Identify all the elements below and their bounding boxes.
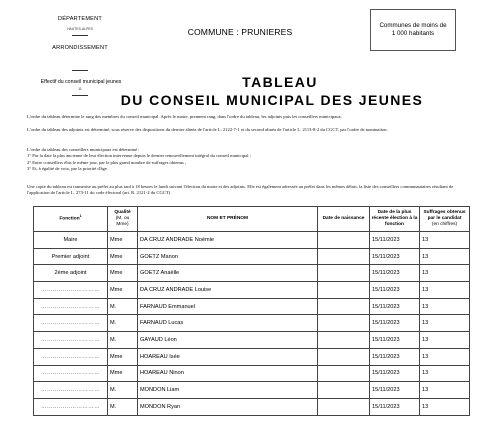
cell-nom: GOETZ Manon: [138, 248, 318, 265]
departement-label: DÉPARTEMENT: [58, 16, 102, 22]
commune-name: COMMUNE : PRUNIERES: [187, 27, 293, 37]
cell-fonction: [34, 298, 108, 315]
cell-election: 15/11/2023: [370, 382, 420, 399]
table-row: [34, 398, 470, 415]
cell-nom: HOAREAU Ninon: [138, 365, 318, 382]
cell-suffrages: 13: [420, 248, 470, 265]
cell-election: 15/11/2023: [370, 298, 420, 315]
population-note-box: [370, 9, 456, 51]
cell-suffrages: 13: [420, 398, 470, 415]
cell-suffrages: 13: [420, 232, 470, 249]
cell-suffrages: 13: [420, 382, 470, 399]
cell-qualite: Mme: [108, 265, 138, 282]
table-row: [34, 298, 470, 315]
arrondissement-divider: [72, 70, 88, 71]
cell-date-naissance: [318, 365, 370, 382]
cell-nom: HOAREAU Isée: [138, 348, 318, 365]
cell-suffrages: 13: [420, 265, 470, 282]
cell-election: 15/11/2023: [370, 398, 420, 415]
header-suffrages: Suffrages obtenus par le candidat (en chiffres): [420, 207, 470, 232]
paragraph-line: 1° Par la date la plus ancienne de leur élection intervenue depuis le dernier renouvellement intégral du conseil municipal ;: [27, 153, 251, 159]
population-note-text: Communes de moins de 1 000 habitants: [379, 22, 447, 37]
cell-qualite: M.: [108, 382, 138, 399]
cell-qualite: Mme: [108, 365, 138, 382]
cell-suffrages: 13: [420, 348, 470, 365]
cell-nom: GOETZ Anaëlle: [138, 265, 318, 282]
cell-fonction: Premier adjoint: [34, 248, 108, 265]
arrondissement-label: ARRONDISSEMENT: [52, 45, 108, 51]
table-row: [34, 232, 470, 249]
header-qualite: Qualité (M. ou Mme): [108, 207, 138, 232]
cell-date-naissance: [318, 232, 370, 249]
cell-qualite: Mme: [108, 232, 138, 249]
cell-nom: GAYAUD Léon: [138, 332, 318, 349]
cell-fonction-placeholder: …………………………: [41, 353, 100, 360]
cell-fonction: [34, 315, 108, 332]
paragraph-line: 2° Entre conseillers élus le même jour, par le plus grand nombre de suffrages obtenus ;: [27, 159, 187, 165]
cell-nom: FARNAUD Lucas: [138, 315, 318, 332]
cell-election: 15/11/2023: [370, 282, 420, 299]
cell-fonction: [34, 348, 108, 365]
council-table: [33, 206, 470, 416]
table-header-row: [34, 207, 470, 232]
cell-fonction-placeholder: …………………………: [41, 403, 100, 410]
cell-fonction-placeholder: …………………………: [41, 370, 100, 377]
table-row: [34, 248, 470, 265]
cell-election: 15/11/2023: [370, 348, 420, 365]
cell-election: 15/11/2023: [370, 265, 420, 282]
paragraph-line: L'ordre du tableau des conseillers municipaux est déterminé :: [27, 147, 140, 152]
paragraph-line: 3° Et, à égalité de voix, par la priorité d'âge.: [27, 166, 108, 172]
cell-fonction: [34, 382, 108, 399]
cell-date-naissance: [318, 265, 370, 282]
cell-suffrages: 13: [420, 298, 470, 315]
cell-fonction-placeholder: …………………………: [41, 336, 100, 343]
cell-qualite: Mme: [108, 282, 138, 299]
document-title-line1: TABLEAU: [242, 74, 318, 90]
cell-fonction: [34, 332, 108, 349]
cell-suffrages: 13: [420, 365, 470, 382]
document-title-line2: DU CONSEIL MUNICIPAL DES JEUNES: [120, 92, 424, 108]
cell-nom: DA CRUZ ANDRADE Louise: [138, 282, 318, 299]
cell-qualite: M.: [108, 298, 138, 315]
cell-fonction: Maire: [34, 232, 108, 249]
cell-date-naissance: [318, 315, 370, 332]
departement-divider: [72, 35, 88, 36]
cell-qualite: M.: [108, 398, 138, 415]
cell-date-naissance: [318, 382, 370, 399]
cell-suffrages: 13: [420, 315, 470, 332]
cell-election: 15/11/2023: [370, 332, 420, 349]
table-row: [34, 382, 470, 399]
cell-qualite: Mme: [108, 248, 138, 265]
cell-election: 15/11/2023: [370, 315, 420, 332]
cell-date-naissance: [318, 298, 370, 315]
cell-fonction-placeholder: …………………………: [41, 286, 100, 293]
cell-fonction-placeholder: …………………………: [41, 387, 100, 394]
cell-fonction: 2ème adjoint: [34, 265, 108, 282]
paragraph-ordre-tableau: L'ordre du tableau détermine le rang des membres du conseil municipal. Après le maire, prennent rang, dans l'ordre du tableau, les adjoints puis les conseillers municipaux.: [27, 114, 342, 119]
cell-fonction: [34, 398, 108, 415]
cell-fonction-placeholder: …………………………: [41, 303, 100, 310]
cell-qualite: M.: [108, 315, 138, 332]
cell-fonction: [34, 365, 108, 382]
table-row: [34, 265, 470, 282]
cell-fonction-placeholder: …………………………: [41, 320, 100, 327]
cell-nom: MONDON Liam: [138, 382, 318, 399]
cell-election: 15/11/2023: [370, 365, 420, 382]
header-date-naissance: Date de naissance: [318, 207, 370, 232]
effectif-value: 11: [78, 87, 82, 91]
cell-fonction: [34, 282, 108, 299]
cell-date-naissance: [318, 282, 370, 299]
cell-date-naissance: [318, 248, 370, 265]
table-row: [34, 365, 470, 382]
table-row: [34, 315, 470, 332]
departement-value: HAUTES-ALPES: [67, 27, 93, 31]
cell-nom: FARNAUD Emmanuel: [138, 298, 318, 315]
table-body: [34, 232, 470, 416]
cell-suffrages: 13: [420, 282, 470, 299]
cell-date-naissance: [318, 332, 370, 349]
header-nom: NOM ET PRÉNOM: [138, 207, 318, 232]
cell-nom: DA CRUZ ANDRADE Noémie: [138, 232, 318, 249]
paragraph-conseillers: [27, 147, 463, 173]
table-row: [34, 348, 470, 365]
cell-election: 15/11/2023: [370, 248, 420, 265]
cell-date-naissance: [318, 398, 370, 415]
cell-qualite: M.: [108, 332, 138, 349]
paragraph-adjoints: L'ordre du tableau des adjoints est déterminé, sous réserve des dispositions du dernier alinéa de l'article L. 2122-7-1 et du second alinéa de l'article L. 2113-8-2 du CGCT, par l'ordre de nomination.: [27, 127, 388, 132]
cell-date-naissance: [318, 348, 370, 365]
cell-suffrages: 13: [420, 332, 470, 349]
effectif-label: Effectif du conseil municipal jeunes: [40, 79, 122, 85]
header-election: Date de la plus récente élection à la fonction: [370, 207, 420, 232]
cell-election: 15/11/2023: [370, 232, 420, 249]
header-fonction: Fonction$^1$: [34, 207, 108, 232]
cell-nom: MONDON Ryan: [138, 398, 318, 415]
cell-qualite: Mme: [108, 348, 138, 365]
table-row: [34, 332, 470, 349]
paragraph-transmission: Une copie du tableau est transmise au préfet au plus tard à 18 heures le lundi suivant l'élection du maire et des adjoints. Elle est également adressée au préfet dans les mêmes délais, la liste des conseillers communautaires résultant de l'application de l'article L. 273-11 du code électoral (art. R. 2121-2 du CGCT).: [27, 184, 454, 196]
table-row: [34, 282, 470, 299]
